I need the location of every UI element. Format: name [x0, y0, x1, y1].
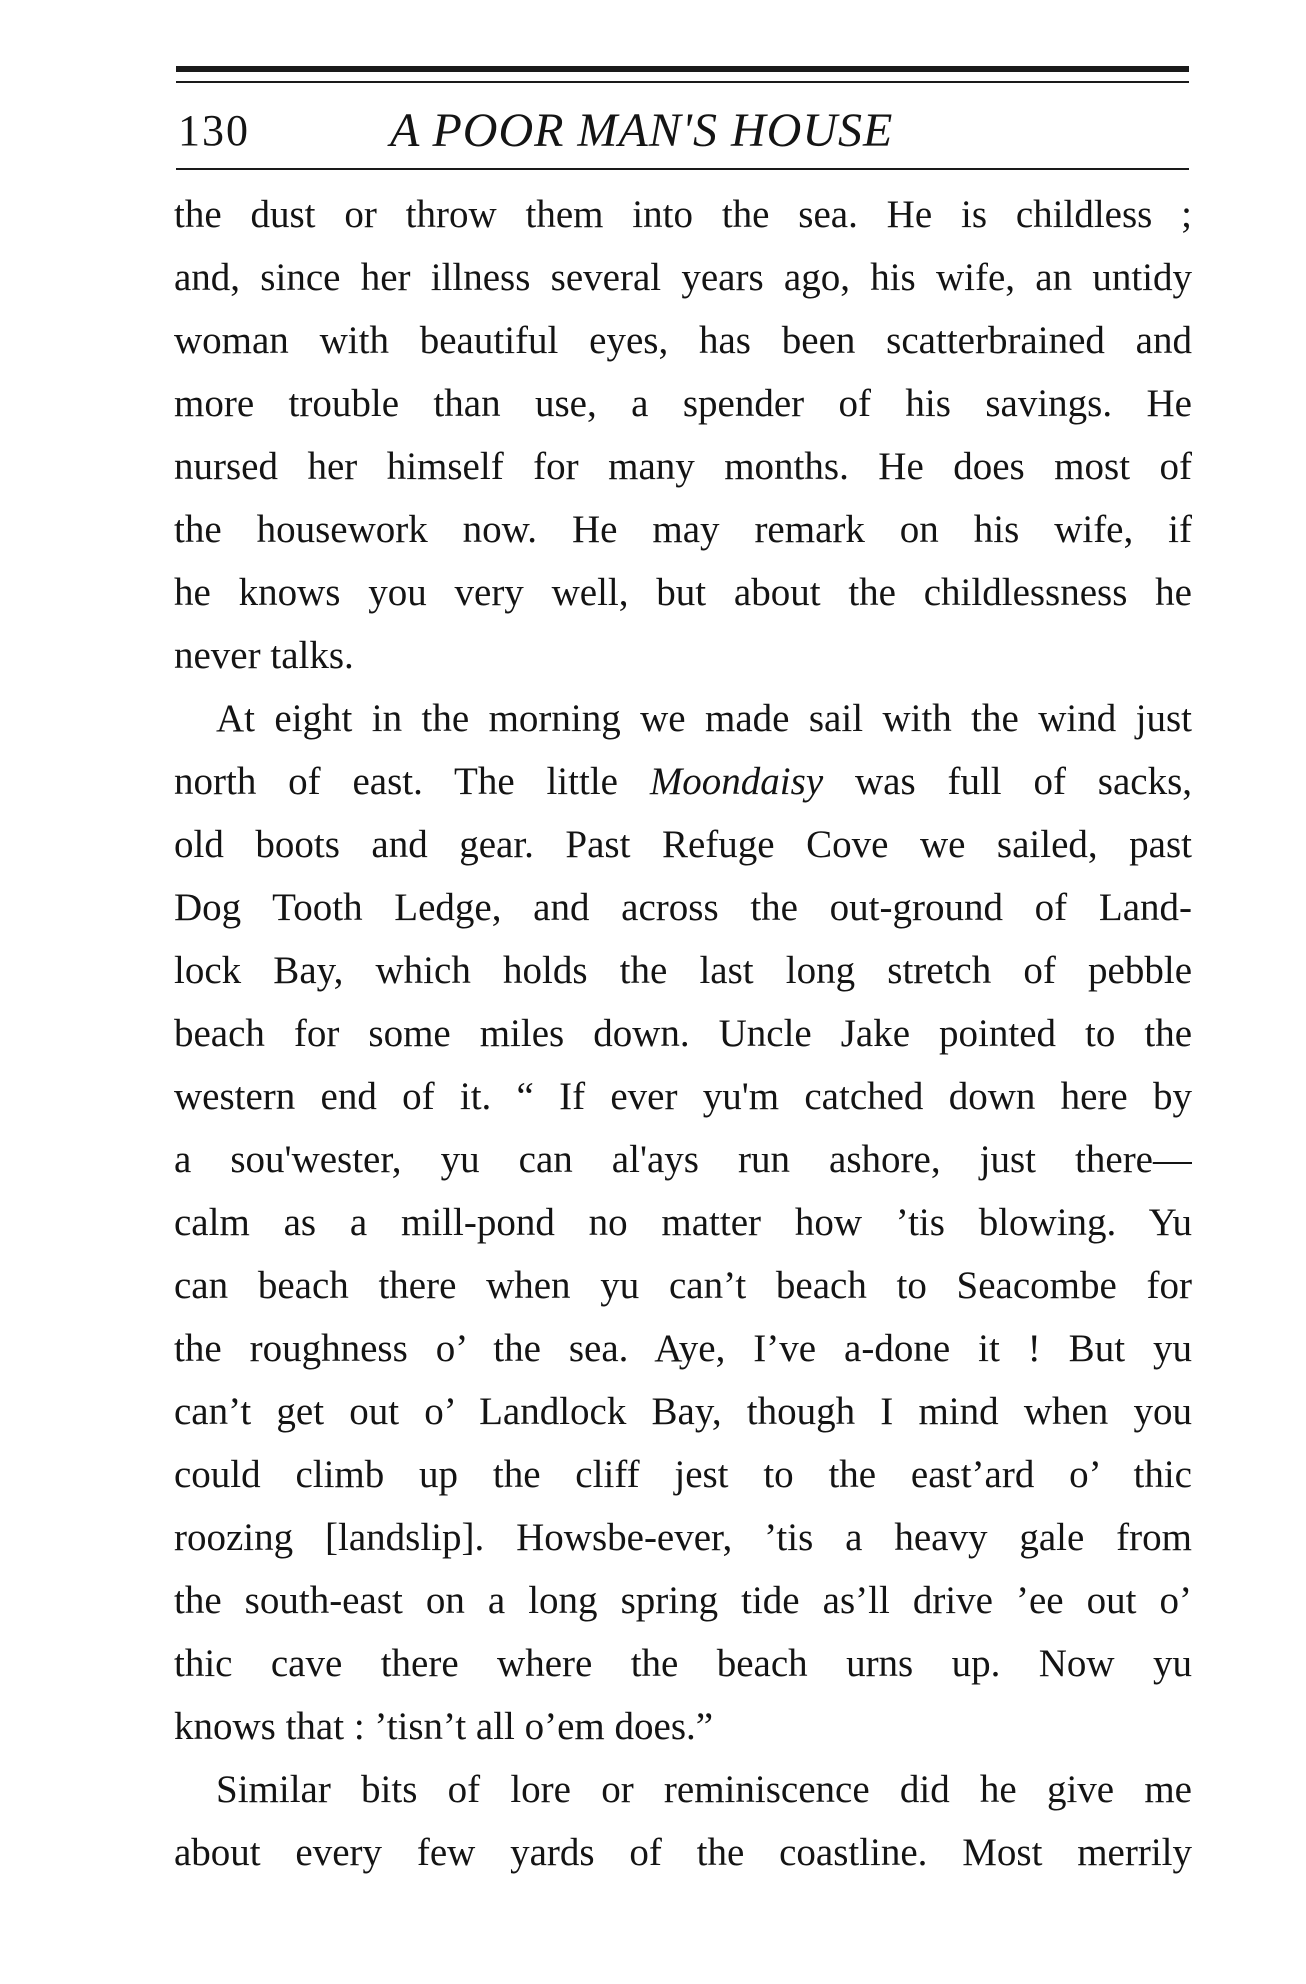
- boat-name-italic: Moondaisy: [649, 760, 824, 803]
- text-line: and, since her illness several years ago, his wife, an untidy: [174, 256, 1192, 299]
- paragraph-1: [174, 183, 1192, 687]
- text-line: could climb up the cliff jest to the east’ard o’ thic: [174, 1453, 1192, 1496]
- text-line: he knows you very well, but about the childlessness he: [174, 571, 1192, 614]
- running-title: A POOR MAN'S HOUSE: [390, 104, 894, 157]
- top-double-rule-thick: [176, 66, 1189, 72]
- text-line: knows that : ’tisn’t all o’em does.”: [174, 1705, 714, 1748]
- text-line: nursed her himself for many months. He does most of: [174, 445, 1192, 488]
- paragraph-3: [174, 1758, 1192, 1884]
- page-number: 130: [178, 106, 250, 155]
- text-line: a sou'wester, yu can al'ays run ashore, just there—: [174, 1138, 1192, 1181]
- text-line: the dust or throw them into the sea. He is childless ;: [174, 193, 1192, 236]
- text-line: the south-east on a long spring tide as’ll drive ’ee out o’: [174, 1579, 1192, 1622]
- text-line: never talks.: [174, 634, 354, 677]
- text-line: western end of it. “ If ever yu'm catched down here by: [174, 1075, 1192, 1118]
- text-line: At eight in the morning we made sail with the wind just: [216, 697, 1192, 740]
- text-line: the roughness o’ the sea. Aye, I’ve a-done it ! But yu: [174, 1327, 1192, 1370]
- text-run: north of east. The little: [174, 760, 650, 803]
- text-line: can beach there when yu can’t beach to Seacombe for: [174, 1264, 1192, 1307]
- text-line: roozing [landslip]. Howsbe-ever, ’tis a heavy gale from: [174, 1516, 1192, 1559]
- text-line: lock Bay, which holds the last long stretch of pebble: [174, 949, 1192, 992]
- body-text: [174, 183, 1192, 1884]
- text-line: calm as a mill-pond no matter how ’tis blowing. Yu: [174, 1201, 1192, 1244]
- text-line: the housework now. He may remark on his wife, if: [174, 508, 1192, 551]
- paragraph-2: [174, 687, 1192, 1758]
- text-line: woman with beautiful eyes, has been scatterbrained and: [174, 319, 1192, 362]
- text-run: was full of sacks,: [823, 760, 1192, 803]
- page-header: [176, 96, 1189, 166]
- top-double-rule-thin: [176, 81, 1189, 83]
- text-line: can’t get out o’ Landlock Bay, though I mind when you: [174, 1390, 1192, 1433]
- text-line: thic cave there where the beach urns up. Now yu: [174, 1642, 1192, 1685]
- text-line: Dog Tooth Ledge, and across the out-ground of Land-: [174, 886, 1192, 929]
- text-line: about every few yards of the coastline. Most merrily: [174, 1831, 1192, 1874]
- text-line: beach for some miles down. Uncle Jake pointed to the: [174, 1012, 1192, 1055]
- text-line: more trouble than use, a spender of his savings. He: [174, 382, 1192, 425]
- text-line: old boots and gear. Past Refuge Cove we sailed, past: [174, 823, 1192, 866]
- text-line-with-italic: [174, 750, 1192, 813]
- header-rule: [176, 168, 1189, 170]
- text-line: Similar bits of lore or reminiscence did he give me: [216, 1768, 1192, 1811]
